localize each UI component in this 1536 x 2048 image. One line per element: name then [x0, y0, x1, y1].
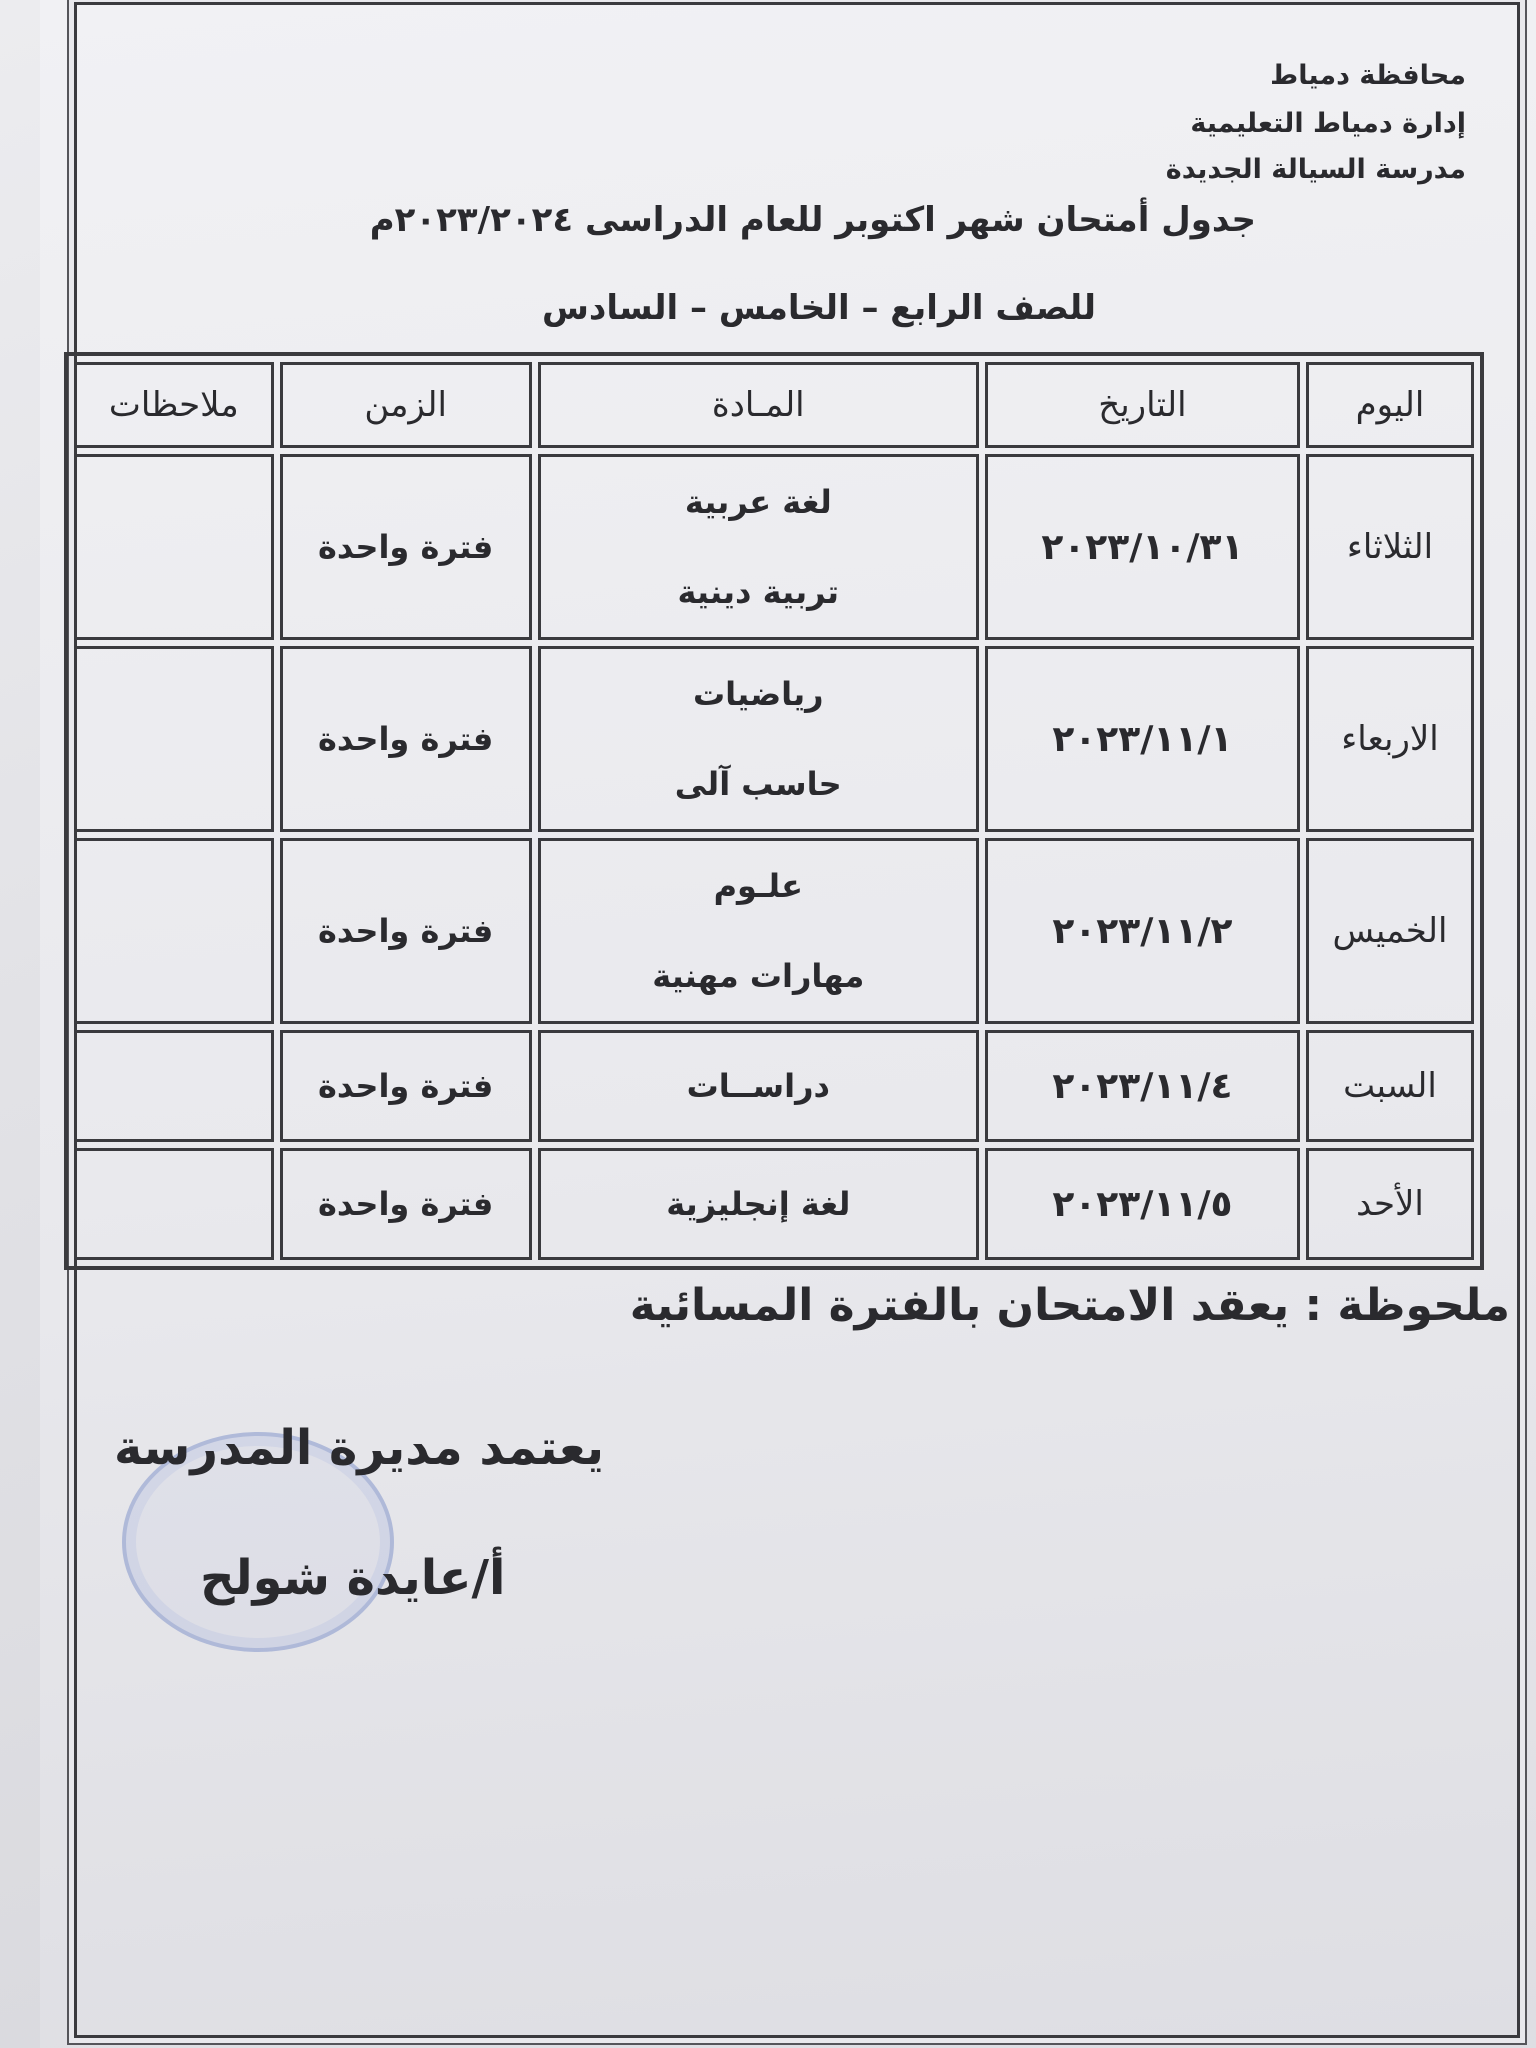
subject-name: حاسب آلى	[674, 765, 842, 803]
date-cell: ٢٠٢٣/١٠/٣١	[985, 454, 1300, 640]
date-cell: ٢٠٢٣/١١/٤	[985, 1030, 1300, 1142]
subject-name: علـوم	[713, 867, 803, 905]
header-day: اليوم	[1306, 362, 1474, 448]
table-row	[74, 454, 1474, 640]
notes-cell	[74, 646, 274, 832]
date-cell: ٢٠٢٣/١١/٥	[985, 1148, 1300, 1260]
subject-name: رياضيات	[692, 675, 824, 713]
day-cell: الاربعاء	[1306, 646, 1474, 832]
header-time: الزمن	[280, 362, 532, 448]
day-cell: الأحد	[1306, 1148, 1474, 1260]
page-title: جدول أمتحان شهر اكتوبر للعام الدراسى ٢٠٢٣/٢٠٢٤م	[369, 200, 1256, 240]
header-subject: المـادة	[538, 362, 979, 448]
governorate-line: محافظة دمياط	[1270, 60, 1466, 91]
time-cell: فترة واحدة	[280, 838, 532, 1024]
administration-line: إدارة دمياط التعليمية	[1190, 108, 1466, 139]
subject-cell	[538, 838, 979, 1024]
subject-cell: لغة إنجليزية	[538, 1148, 979, 1260]
date-cell: ٢٠٢٣/١١/٢	[985, 838, 1300, 1024]
day-cell: الثلاثاء	[1306, 454, 1474, 640]
day-cell: السبت	[1306, 1030, 1474, 1142]
time-cell: فترة واحدة	[280, 1148, 532, 1260]
date-cell: ٢٠٢٣/١١/١	[985, 646, 1300, 832]
table-row	[74, 838, 1474, 1024]
time-cell: فترة واحدة	[280, 1030, 532, 1142]
subject-name: تربية دينية	[677, 573, 840, 611]
table-row	[74, 1030, 1474, 1142]
school-line: مدرسة السيالة الجديدة	[1165, 154, 1466, 185]
subject-name: مهارات مهنية	[652, 957, 865, 995]
approval-line: يعتمد مديرة المدرسة	[114, 1420, 605, 1476]
exam-schedule-table	[64, 352, 1484, 1270]
day-cell: الخميس	[1306, 838, 1474, 1024]
subject-cell	[538, 454, 979, 640]
subject-cell	[538, 646, 979, 832]
header-notes: ملاحظات	[74, 362, 274, 448]
table-row	[74, 646, 1474, 832]
notes-cell	[74, 838, 274, 1024]
subject-cell: دراســات	[538, 1030, 979, 1142]
notes-cell	[74, 1030, 274, 1142]
time-cell: فترة واحدة	[280, 454, 532, 640]
notes-cell	[74, 454, 274, 640]
header-date: التاريخ	[985, 362, 1300, 448]
page-subtitle: للصف الرابع – الخامس – السادس	[542, 288, 1096, 328]
subject-name: لغة عربية	[684, 483, 832, 521]
table-row	[74, 1148, 1474, 1260]
time-cell: فترة واحدة	[280, 646, 532, 832]
evening-session-note: ملحوظة : يعقد الامتحان بالفترة المسائية	[629, 1280, 1510, 1331]
notes-cell	[74, 1148, 274, 1260]
principal-signature: أ/عايدة شولح	[200, 1550, 506, 1606]
table-header-row	[74, 362, 1474, 448]
